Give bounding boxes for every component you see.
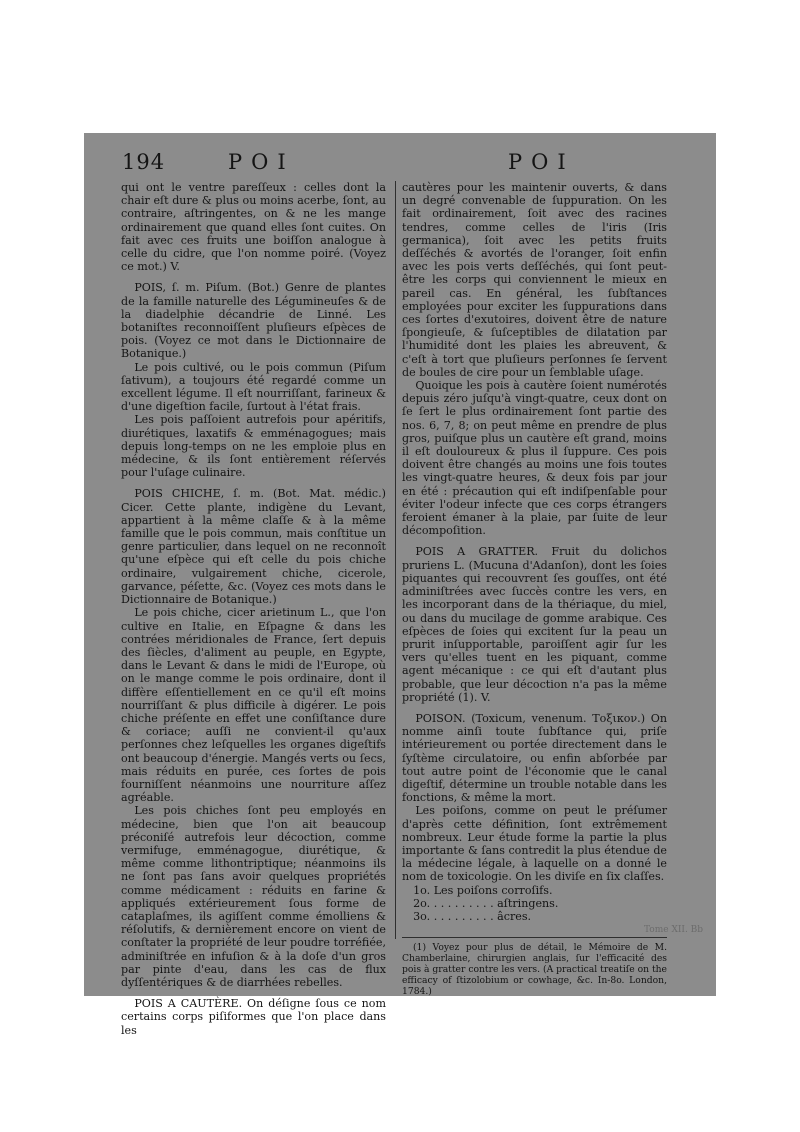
list-item: 2o. . . . . . . . . . aſtringens. (413, 896, 559, 910)
page-scan (84, 133, 716, 1037)
paragraph: POIS, ſ. m. Piſum. (Bot.) Genre de plantes de la famille naturelle des Légumineuſes & de la diadelphie décandrie de Linné. Les botaniſtes reconnoiſſent pluſieurs eſpèces de pois. (Voyez ce mot dans le Dictionnaire de Botanique.) (121, 281, 386, 361)
entry-poison (402, 712, 667, 923)
paragraph: POIS CHICHE, ſ. m. (Bot. Mat. médic.) Cicer. Cette plante, indigène du Levant, appartient à la même claſſe & à la même famille que le pois commun, mais conſtitue un genre particulier, dans lequel on ne reconnoît qu'une eſpèce qui eſt celle du pois chiche ordinaire, vulgairement chiche, cicerole, garvance, péſette, &c. (Voyez ces mots dans le Dictionnaire de Botanique.) (121, 487, 386, 607)
paragraph: Quoique les pois à cautère ſoient numérotés depuis zéro juſqu'à vingt-quatre, ceux dont on ſe ſert le plus ordinairement ſont partie des nos. 6, 7, 8; on peut même en prendre de plus gros, puiſque plus un cautère eſt grand, moins il eſt douloureux & plus il ſuppure. Ces pois doivent être changés au moins une fois toutes les vingt-quatre heures, & deux fois par jour en été : précaution qui eſt indiſpenſable pour éviter l'odeur infecte que ces corps étrangers feroient émaner à la plaie, par ſuite de leur décompoſition. (402, 379, 667, 538)
paragraph: Les poiſons, comme on peut le préſumer d'après cette définition, ſont extrêmement nombreux. Leur étude forme la partie la plus importante & ſans contredit la plus étendue de la médecine légale, à laquelle on a donné le nom de toxicologie. On les diviſe en ſix claſſes. (402, 804, 667, 884)
paragraph: Les pois paſſoient autrefois pour apéritifs, diurétiques, laxatifs & emménagogues; mais depuis long-temps on ne les emploie plus en médecine, & ils ſont entièrement réſervés pour l'uſage culinaire. (121, 413, 386, 480)
footnote-rule (402, 937, 667, 938)
entry-pois-chiche (121, 487, 386, 989)
paragraph: POIS A CAUTÈRE. On déſigne ſous ce nom certains corps piſiformes que l'on place dans les (121, 997, 386, 1037)
column-divider (395, 181, 396, 939)
list-item: 3o. . . . . . . . . . âcres. (413, 909, 532, 923)
paragraph-poire-end: qui ont le ventre pareſſeux : celles dont la chair eſt dure & plus ou moins acerbe, ſont, au contraire, aſtringentes, on & ne les mange ordinairement que quand elles ſont cuites. On fait avec ces fruits une boiſſon analogue à celle du cidre, que l'on nomme poiré. (Voyez ce mot.) V. (121, 181, 386, 274)
entry-pois-a-cautere (121, 997, 386, 1037)
paragraph: POISON. (Toxicum, venenum. Τοξικον.) On nomme ainſi toute ſubſtance qui, priſe intérieurement ou portée directement dans le ſyſtème circulatoire, ou enfin abſorbée par tout autre point de l'économie que le canal digeſtif, détermine un trouble notable dans les fonctions, & même la mort. (402, 711, 667, 805)
paragraph: Le pois chiche, cicer arietinum L., que l'on cultive en Italie, en Eſpagne & dans les contrées méridionales de France, ſert depuis des ſiècles, d'aliment au peuple, en Egypte, dans le Levant & dans le midi de l'Europe, où on le mange comme le pois ordinaire, dont il diffère eſſentiellement en ce qu'il eſt moins nourriſſant & plus difficile à digérer. Le pois chiche préſente en effet une conſiſtance dure & coriace; auſſi ne convient-il qu'aux perſonnes chez leſquelles les organes digeſtifs ont beaucoup d'énergie. Mangés verts ou ſecs, mais réduits en purée, ces ſortes de pois fourniſſent néanmoins une nourriture aſſez agréable. (121, 606, 386, 805)
entry-pois-a-gratter (402, 545, 667, 703)
page-number: 194 (122, 150, 166, 174)
signature-mark: Tome XII. Bb (644, 925, 704, 935)
paragraph-cautere-continued: cautères pour les maintenir ouverts, & dans un degré convenable de ſuppuration. On les fait ordinairement, ſoit avec des racines tendres, comme celles de l'iris (Iris germanica), ſoit avec les petits fruits deſſéchés & avortés de l'oranger, ſoit enfin avec les pois verts deſſéchés, qui ſont peut-être les corps qui conviennent le mieux en pareil cas. En général, les ſubſtances employées pour exciter les ſuppurations dans ces ſortes d'exutoires, doivent être de nature ſpongieuſe, & ſuſceptibles de dilatation par l'humidité dont les plaies les abreuvent, & c'eſt à tort que pluſieurs perſonnes ſe ſervent de boules de cire pour un ſemblable uſage. (402, 181, 667, 379)
page-header (84, 150, 716, 178)
entry-pois (121, 281, 386, 479)
running-head-left: POI (228, 150, 295, 174)
left-column (121, 181, 386, 1037)
paragraph: Les pois chiches ſont peu employés en médecine, bien que l'on ait beaucoup préconiſé autrefois leur décoction, comme vermifuge, emménagogue, diurétique, & même comme lithontriptique; néanmoins ils ne ſont pas ſans avoir quelques propriétés comme médicament : réduits en farine & appliqués extérieurement ſous forme de cataplaſmes, ils agiſſent comme émolliens & réſolutifs, & dernièrement encore on vient de conſtater la propriété de leur poudre torréfiée, adminiſtrée en infuſion & à la doſe d'un gros par pinte d'eau, dans les cas de flux dyſſentériques & de diarrhées rebelles. (121, 804, 386, 989)
footnote: (1) Voyez pour plus de détail, le Mémoire de M. Chamberlaine, chirurgien anglais, ſur l'efficacité des pois à gratter contre les vers. (A practical treatiſe on the efficacy of ſtizolobium or cowhage, &c. In-8o. London, 1784.) (402, 942, 667, 998)
running-head-right: POI (508, 150, 575, 174)
paragraph: POIS A GRATTER. Fruit du dolichos pruriens L. (Mucuna d'Adanſon), dont les ſoies piquantes qui recouvrent ſes gouſſes, ont été adminiſtrées avec ſuccès contre les vers, en les incorporant dans de la thériaque, du miel, ou dans du mucilage de gomme arabique. Ces eſpèces de ſoies qui excitent ſur la peau un prurit inſupportable, paroiſſent agir ſur les vers qu'elles tuent en les piquant, comme agent mécanique : ce qui eſt d'autant plus probable, que leur décoction n'a pas la même propriété (1). V. (402, 545, 667, 704)
list-item: 1o. Les poiſons corroſifs. (413, 883, 553, 897)
paragraph: Le pois cultivé, ou le pois commun (Piſum ſativum), a toujours été regardé comme un excellent légume. Il eſt nourriſſant, farineux & d'une digeſtion facile, ſurtout à l'état frais. (121, 360, 386, 414)
poison-classes-list (402, 884, 667, 924)
right-column (402, 181, 667, 997)
